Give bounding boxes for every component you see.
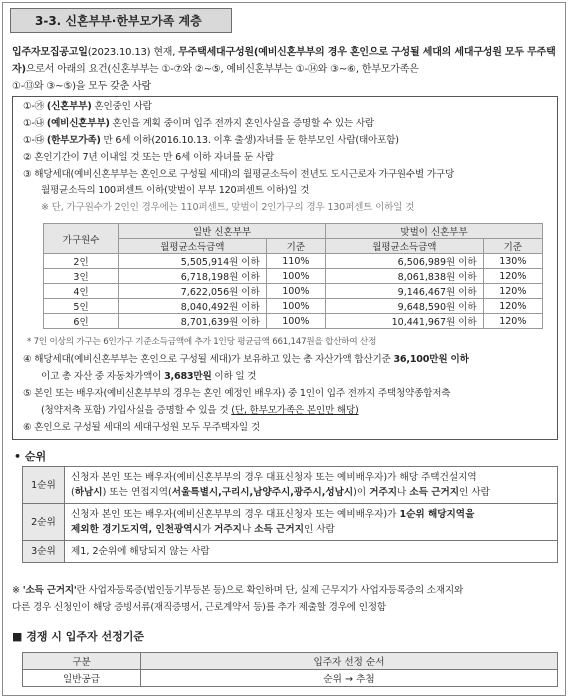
rank-text: 신청자 본인 또는 배우자(예비신혼부부의 경우 대표신청자 또는 예비배우자)가 bbox=[71, 509, 400, 520]
asset-limit: 36,100만원 이하 bbox=[393, 354, 469, 365]
condition-text: 혼인을 계획 중이며 입주 전까지 혼인사실을 증명할 수 있는 사람 bbox=[109, 118, 374, 129]
condition-mark: ⑤ bbox=[23, 388, 32, 399]
remark-mark: ※ bbox=[12, 585, 23, 596]
condition-4-line2 bbox=[41, 370, 256, 384]
cell-general-amount: 5,505,914원 이하 bbox=[119, 254, 267, 269]
intro-bold-date-label: 입주자모집공고일 bbox=[12, 47, 88, 58]
condition-text: 해당세대(예비신혼부부는 혼인으로 구성될 세대)의 월평균소득이 전년도 도시근로자 가구원수별 가구당 bbox=[34, 169, 455, 180]
cell-general-percent: 100% bbox=[266, 269, 325, 284]
rank-bold-text: 하남시 bbox=[74, 487, 103, 498]
cell-dual-amount: 9,648,590원 이하 bbox=[326, 299, 484, 314]
cell-dual-percent: 130% bbox=[483, 254, 542, 269]
table-row bbox=[44, 299, 543, 314]
intro-date: (2023.10.13) 현재, bbox=[87, 47, 179, 58]
rank-text: ) 또는 연접지역( bbox=[102, 487, 172, 498]
condition-3-note bbox=[41, 201, 414, 215]
rank-label: 3순위 bbox=[23, 541, 65, 563]
cell-dual-amount: 8,061,838원 이하 bbox=[326, 269, 484, 284]
header-amount: 월평균소득금액 bbox=[119, 239, 267, 254]
header-standard: 기준 bbox=[266, 239, 325, 254]
remark-term: '소득 근거지' bbox=[22, 585, 77, 596]
cell-general-amount: 8,701,639원 이하 bbox=[119, 314, 267, 329]
cell-dual-percent: 120% bbox=[483, 284, 542, 299]
condition-underlined-text: (단, 한부모가족은 본인만 해당) bbox=[231, 405, 359, 416]
condition-text: 혼인중인 사람 bbox=[91, 101, 152, 112]
condition-1a bbox=[23, 100, 152, 114]
condition-3-line1 bbox=[23, 168, 454, 182]
header-order: 입주자 선정 순서 bbox=[141, 653, 558, 670]
condition-text: 혼인으로 구성될 세대의 세대구성원 모두 무주택자일 것 bbox=[34, 422, 260, 433]
income-table-header-row bbox=[44, 224, 543, 239]
section-title-text: 3-3. 신혼부부·한부모가족 계층 bbox=[35, 14, 202, 28]
table-row bbox=[23, 670, 558, 687]
intro-text-3: ①-⑬와 ③~⑤)을 모두 갖춘 사람 bbox=[12, 81, 151, 92]
rank-bold-text: 거주지 bbox=[214, 524, 242, 535]
condition-text: 이하 일 것 bbox=[211, 371, 257, 382]
rank-description bbox=[65, 504, 558, 541]
cell-dual-percent: 120% bbox=[483, 299, 542, 314]
table-row bbox=[23, 541, 558, 563]
cell-size: 6인 bbox=[44, 314, 119, 329]
condition-mark: ③ bbox=[23, 169, 32, 180]
rank-label: 1순위 bbox=[23, 467, 65, 504]
condition-2 bbox=[23, 151, 274, 165]
conditions-box bbox=[12, 96, 558, 440]
table-row bbox=[23, 467, 558, 504]
selection-table bbox=[22, 652, 558, 687]
cell-general-amount: 6,718,198원 이하 bbox=[119, 269, 267, 284]
intro-text-2: 으로서 아래의 요건(신혼부부는 ①-⑦와 ②~⑤, 예비신혼부부는 ①-⑭와 ③~⑥, 한부모가족은 bbox=[25, 64, 419, 75]
cell-general-amount: 7,622,056원 이하 bbox=[119, 284, 267, 299]
condition-text: (청약저축 포함) 가입사실을 증명할 수 있을 것 bbox=[41, 405, 232, 416]
cell-general-percent: 100% bbox=[266, 299, 325, 314]
condition-text: 이고 총 자산 중 자동차가액이 bbox=[41, 371, 165, 382]
rank-text: 가 bbox=[201, 524, 215, 535]
remark-text: 다른 경우 신청인이 해당 증빙서류(재직증명서, 근로계약서 등)를 추가 제출할 경우에 인정함 bbox=[12, 602, 386, 613]
cell-dual-percent: 120% bbox=[483, 314, 542, 329]
selection-header-row bbox=[23, 653, 558, 670]
condition-text: 월평균소득의 100퍼센트 이하(맞벌이 부부 120퍼센트 이하)일 것 bbox=[41, 185, 310, 196]
selection-title: ■ 경쟁 시 입주자 선정기준 bbox=[12, 630, 144, 643]
table-row bbox=[44, 254, 543, 269]
income-table bbox=[43, 223, 543, 329]
rank-text: ( bbox=[71, 487, 75, 498]
cell-general-percent: 100% bbox=[266, 284, 325, 299]
cell-dual-percent: 120% bbox=[483, 269, 542, 284]
condition-text: 만 6세 이하(2016.10.13. 이후 출생)자녀를 둔 한부모인 사람(태아포함) bbox=[100, 135, 399, 146]
condition-label: (신혼부부) bbox=[46, 101, 92, 112]
condition-mark: ①-㉯ bbox=[23, 118, 45, 129]
header-general-couple: 일반 신혼부부 bbox=[119, 224, 326, 239]
condition-1b bbox=[23, 117, 374, 131]
condition-mark: ⑥ bbox=[23, 422, 32, 433]
rank-bold-text: 소득 근거지 bbox=[409, 487, 460, 498]
income-table-subheader-row bbox=[44, 239, 543, 254]
condition-mark: ② bbox=[23, 152, 32, 163]
condition-4-line1 bbox=[23, 353, 469, 367]
remark-text: 란 사업자등록증(법인등기부등본 등)으로 확인하며 단, 실제 근무지가 사업자등록증의 소재지와 bbox=[76, 585, 464, 596]
condition-5-line1 bbox=[23, 387, 450, 401]
condition-label: (예비신혼부부) bbox=[46, 118, 110, 129]
cell-dual-amount: 10,441,967원 이하 bbox=[326, 314, 484, 329]
condition-note-text: ※ 단, 가구원수가 2인인 경우에는 110퍼센트, 맞벌이 2인가구의 경우 130퍼센트 이하일 것 bbox=[41, 202, 415, 213]
section-title bbox=[10, 8, 232, 33]
condition-6 bbox=[23, 421, 260, 435]
cell-size: 4인 bbox=[44, 284, 119, 299]
condition-mark: ①-㉰ bbox=[23, 135, 45, 146]
rank-bold-text: 1순위 해당지역을 bbox=[399, 509, 475, 520]
cell-general-percent: 110% bbox=[266, 254, 325, 269]
condition-text: 본인 또는 배우자(예비신혼부부의 경우는 혼인 예정인 배우자) 중 1인이 입주 전까지 주택청약종합저축 bbox=[34, 388, 451, 399]
cell-dual-amount: 6,506,989원 이하 bbox=[326, 254, 484, 269]
header-standard: 기준 bbox=[483, 239, 542, 254]
condition-text: 해당세대(예비신혼부부는 혼인으로 구성될 세대)가 보유하고 있는 총 자산가액 합산기준 bbox=[34, 354, 394, 365]
table-row bbox=[44, 284, 543, 299]
rank-bold-text: 소득 근거지 bbox=[254, 524, 304, 535]
cell-size: 3인 bbox=[44, 269, 119, 284]
rank-text: 인 사람 bbox=[303, 524, 335, 535]
header-household-size: 가구원수 bbox=[44, 224, 119, 254]
table-row bbox=[44, 314, 543, 329]
intro-paragraph bbox=[12, 44, 558, 95]
condition-1c bbox=[23, 134, 399, 148]
rank-bold-text: 제외한 경기도지역, 인천광역시 bbox=[71, 524, 202, 535]
vehicle-limit: 3,683만원 bbox=[164, 371, 212, 382]
rank-bold-text: 거주지 bbox=[369, 487, 398, 498]
table-row bbox=[23, 504, 558, 541]
condition-label: (한부모가족) bbox=[46, 135, 101, 146]
cell-order: 순위 → 추첨 bbox=[141, 670, 558, 687]
condition-text: 혼인기간이 7년 이내일 것 또는 만 6세 이하 자녀를 둔 사람 bbox=[31, 152, 275, 163]
cell-size: 2인 bbox=[44, 254, 119, 269]
rank-label: 2순위 bbox=[23, 504, 65, 541]
table-row bbox=[44, 269, 543, 284]
condition-3-line2 bbox=[41, 184, 309, 198]
cell-general-amount: 8,040,492원 이하 bbox=[119, 299, 267, 314]
rank-text: 인 사람 bbox=[459, 487, 490, 498]
rank-text: )이 bbox=[353, 487, 370, 498]
income-note: * 7인 이상의 가구는 6인가구 기준소득금액에 추가 1인당 평균금액 661,147원을 합산하여 산정 bbox=[27, 337, 377, 347]
remark-paragraph bbox=[12, 582, 558, 616]
rank-description bbox=[65, 467, 558, 504]
cell-type: 일반공급 bbox=[23, 670, 141, 687]
condition-5-line2 bbox=[41, 404, 359, 418]
cell-dual-amount: 9,146,467원 이하 bbox=[326, 284, 484, 299]
intro-bold-requirement: 무주택세대구성원(예비신혼부부의 경우 혼인으로 구성될 세대의 세대구성원 모두 무주택자) bbox=[12, 47, 556, 75]
ranking-table bbox=[22, 466, 558, 563]
ranking-title: • 순위 bbox=[14, 450, 47, 463]
cell-general-percent: 100% bbox=[266, 314, 325, 329]
header-type: 구분 bbox=[23, 653, 141, 670]
header-dual-income-couple: 맞벌이 신혼부부 bbox=[326, 224, 543, 239]
condition-mark: ④ bbox=[23, 354, 32, 365]
cell-size: 5인 bbox=[44, 299, 119, 314]
rank-text: 신청자 본인 또는 배우자(예비신혼부부의 경우 대표신청자 또는 예비배우자)가 해당 주택건설지역 bbox=[71, 472, 477, 483]
rank-text: 나 bbox=[397, 487, 410, 498]
rank-bold-text: 서울특별시,구리시,남양주시,광주시,성남시 bbox=[171, 487, 354, 498]
condition-mark: ①-㉮ bbox=[23, 101, 45, 112]
rank-description: 제1, 2순위에 해당되지 않는 사람 bbox=[65, 541, 558, 563]
rank-text: 나 bbox=[241, 524, 255, 535]
header-amount: 월평균소득금액 bbox=[326, 239, 484, 254]
